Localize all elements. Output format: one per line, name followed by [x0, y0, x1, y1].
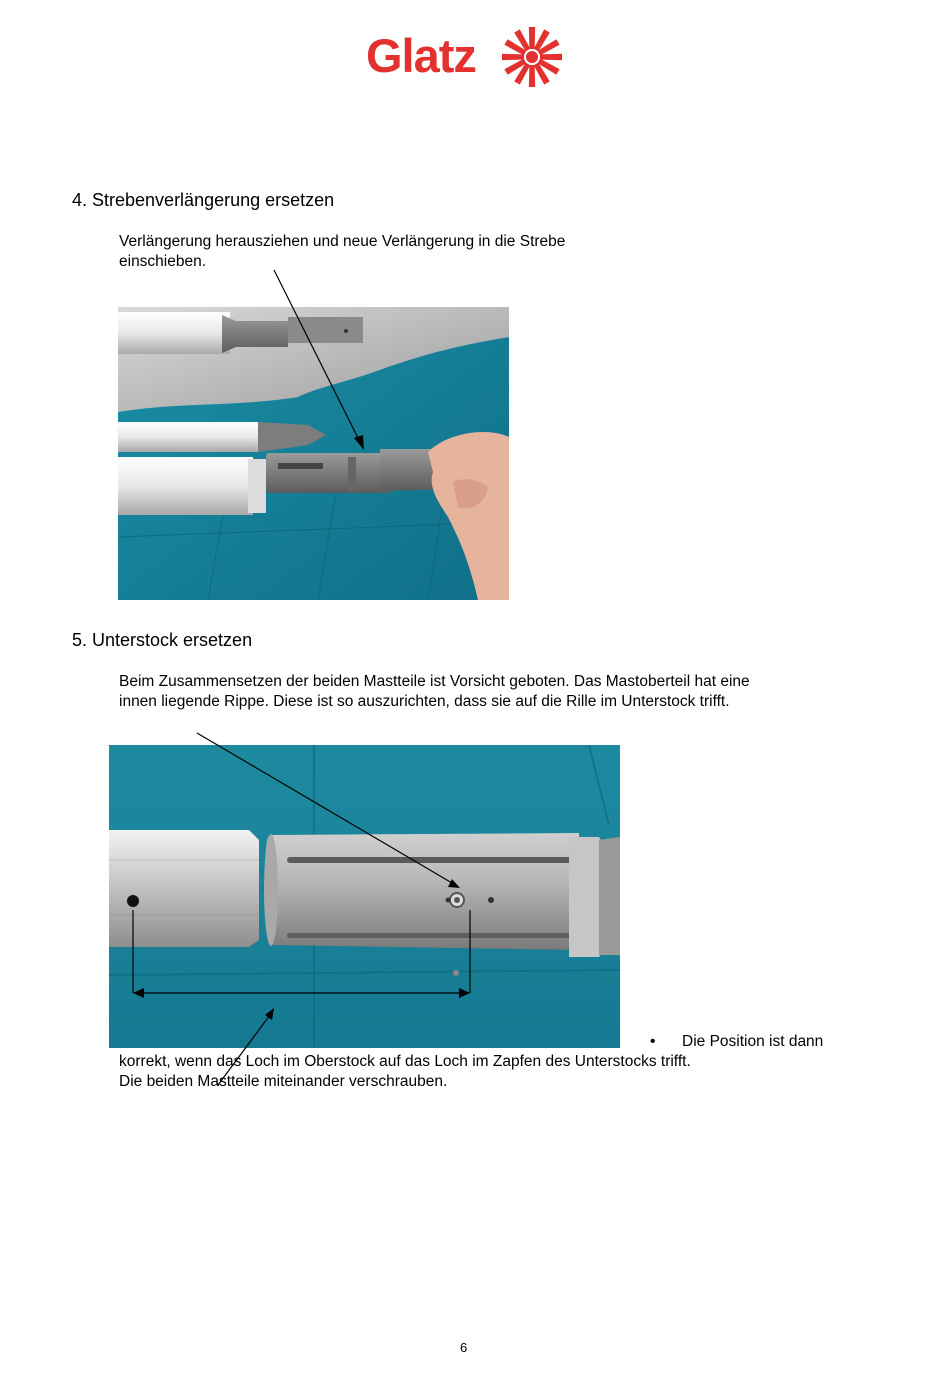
section-5-heading: 5. Unterstock ersetzen — [72, 630, 253, 650]
bullet-text: Die Position ist dann — [682, 1033, 824, 1050]
section-4-text-line-2: einschieben. — [119, 253, 207, 270]
section-5-text-line-4: Die beiden Mastteile miteinander verschrauben. — [119, 1073, 448, 1090]
section-5-text-line-2: innen liegende Rippe. Diese ist so auszurichten, dass sie auf die Rille im Unterstock trifft. — [119, 693, 730, 710]
section-4-heading: 4. Strebenverlängerung ersetzen — [72, 190, 335, 210]
section-4-text-line-1: Verlängerung herausziehen und neue Verlängerung in die Strebe — [119, 233, 566, 250]
header — [0, 0, 950, 110]
bullet-marker: • — [650, 1033, 656, 1050]
section-5-text-line-3: korrekt, wenn das Loch im Oberstock auf das Loch im Zapfen des Unterstocks trifft. — [119, 1053, 691, 1070]
page-number: 6 — [460, 1340, 468, 1355]
sun-star-icon — [500, 26, 564, 88]
logo-text: Glatz — [366, 29, 476, 82]
section-5-text-line-1: Beim Zusammensetzen der beiden Mastteile ist Vorsicht geboten. Das Mastoberteil hat eine — [119, 673, 750, 690]
pointer-arrow-1 — [260, 262, 380, 462]
pointer-arrows-2 — [100, 725, 500, 1095]
